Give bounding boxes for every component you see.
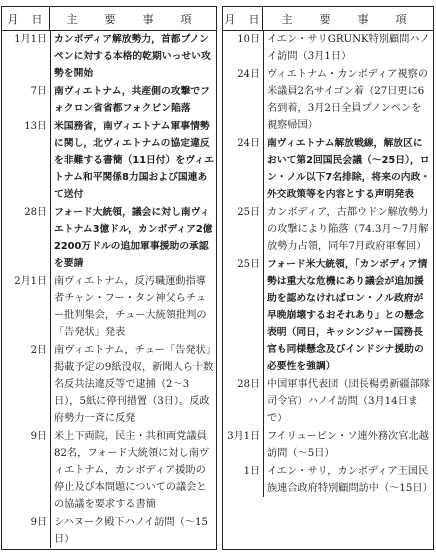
chronology-entry (223, 204, 433, 255)
column-divider (263, 31, 264, 497)
chronology-entry (2, 342, 216, 427)
entry-date: 24日 (237, 69, 260, 80)
entry-date: 2日 (30, 345, 47, 356)
chronology-entry (223, 31, 433, 65)
chronology-table-right (222, 6, 434, 550)
chronology-entry (223, 463, 433, 497)
entry-text: イエン・サリ，カンボディア王国民族連合政府特別顧問訪中（～15日） (267, 466, 433, 494)
chronology-entry (2, 428, 216, 513)
entry-text: フイリューピン・ソ連外務次官北越訪問（～5日） (267, 431, 429, 459)
column-divider (50, 31, 51, 548)
entry-text: イエン・サリGRUNK特別顧問ハノイ訪問（3月1日） (267, 34, 430, 62)
table-body-right (223, 31, 433, 497)
entry-text: シハヌーク殿下ハノイ訪問（～15日） (54, 517, 208, 545)
chronology-entry (223, 135, 433, 203)
date-column-header: 月 日 (223, 7, 263, 30)
table-body-left (2, 31, 216, 548)
chronology-entry (223, 66, 433, 134)
entry-date: 25日 (237, 207, 260, 218)
date-column-header: 月 日 (2, 7, 50, 30)
chronology-entry (2, 83, 216, 117)
entry-text: 中国軍事代表団（団長楊勇新疆部隊司令官）ハノイ訪問（3月14日まで） (267, 379, 430, 424)
entry-date: 13日 (24, 121, 47, 132)
chronology-entry (2, 273, 216, 341)
entry-text: 南ヴィエトナム，反汚職運動指導者チャン・フー・タン神父らチュー批判集会，チュー大統領批判の「告発状」発表 (54, 276, 207, 338)
entry-text: 米上下両院，民主・共和両党議員82名，フォード大統領に対し南ヴィエトナム，カンボディア援助の停止及び本問題についての議会との協議を要求する書簡 (54, 431, 210, 510)
entry-text: ヴィエトナム・カンボディア視察の米議員2名サイゴン着（27日更に6名到着，3月2日全員プノンペンを視察帰国） (267, 69, 429, 131)
content-column-header: 主 要 事 項 (66, 12, 200, 26)
chronology-table-left (1, 6, 217, 550)
entry-date: 2月1日 (14, 276, 47, 287)
entry-text: 米国務省，南ヴィエトナム軍事情勢に関し，北ヴィエトナムの協定違反を非難する書簡（11日付）をヴィエトナム和平関係8力国および国連あて送付 (54, 121, 214, 200)
chronology-entry (2, 514, 216, 548)
chronology-entry (223, 428, 433, 462)
entry-text: フォード大統領，議会に対し南ヴィエトナム3億ドル，カンボディア2億2200万ドルの追加軍事援助の承認を要請 (54, 207, 213, 269)
chronology-entry (2, 118, 216, 203)
entry-date: 7日 (30, 86, 47, 97)
entry-text: 南ヴィエトナム解放戦線，解放区において第2回国民会議（～25日），ロン・ノル以下7名排除，将来の内政・外交政策等を内容とする声明発表 (267, 138, 431, 200)
entry-date: 28日 (24, 207, 47, 218)
entry-text: カンボディア解放勢力，首都プノンペンに対する本格的乾期いっせい攻勢を開始 (54, 34, 211, 79)
chronology-entry (2, 204, 216, 272)
entry-date: 1日 (243, 466, 260, 477)
entry-date: 3月1日 (227, 431, 260, 442)
entry-date: 1月1日 (14, 34, 47, 45)
entry-text: 南ヴィエトナム，共産側の攻撃でフォクロン省省都フォクビン陥落 (54, 86, 210, 114)
entry-date: 9日 (30, 517, 47, 528)
content-column-header: 主 要 事 項 (281, 12, 415, 26)
table-header-left (2, 7, 216, 31)
table-header-right (223, 7, 433, 31)
chronology-entry (223, 376, 433, 427)
entry-text: カンボディア，古都ウドン解放勢力の攻撃により陥落（74.3月～7月解放勢力占領，同年7月政府軍奪回） (267, 207, 429, 252)
entry-text: 南ヴィエトナム，チュー「告発状」掲載予定の9紙没収，新聞人ら十数名反共法違反等で逮捕（2～3日），5紙に停刊措置（3日）。反政府勢力一斉に反発 (54, 345, 214, 424)
entry-date: 28日 (237, 379, 260, 390)
entry-date: 9日 (30, 431, 47, 442)
entry-date: 24日 (237, 138, 260, 149)
entry-date: 25日 (237, 259, 260, 270)
chronology-entry (223, 256, 433, 375)
entry-date: 10日 (237, 34, 260, 45)
entry-text: フォード米大統領，「カンボディア情勢は重大な危機にあり議会が追加援助を認めなければロン・ノル政府が早晩崩壊するおそれあり」との懸念表明（同日，キッシンジャー国務長官も同様懸念及びインドシナ援助の必要性を強調） (267, 259, 428, 372)
chronology-entry (2, 31, 216, 82)
